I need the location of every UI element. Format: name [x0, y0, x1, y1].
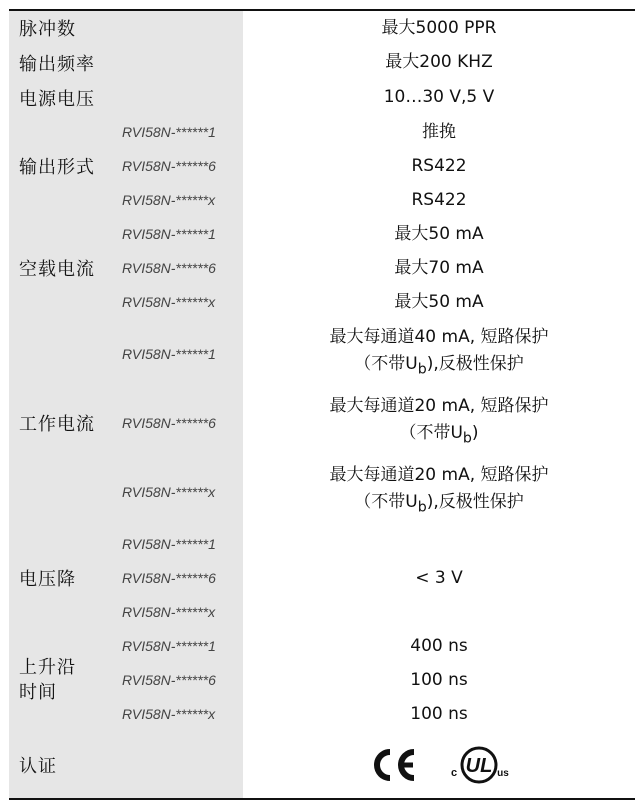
voltage-drop-model-x: RVI58N-******x	[118, 595, 243, 629]
output-type-model-x: RVI58N-******x	[118, 183, 243, 217]
operating-current-value-6-sub: b	[462, 430, 472, 447]
operating-current-value-6-suffix: )	[471, 422, 479, 443]
row-voltage-drop-1	[9, 527, 635, 561]
operating-current-value-1-sub: b	[417, 361, 427, 378]
certification-marks	[243, 731, 635, 799]
rise-time-model-1: RVI58N-******1	[118, 629, 243, 663]
operating-current-value-6	[243, 388, 635, 457]
spec-table	[9, 9, 635, 800]
output-type-model-6: RVI58N-******6	[118, 149, 243, 183]
supply-voltage-value: 10…30 V,5 V	[243, 80, 635, 115]
operating-current-model-x: RVI58N-******x	[118, 457, 243, 527]
operating-current-value-6-line1: 最大每通道20 mA, 短路保护	[329, 395, 549, 416]
no-load-current-value-6: 最大70 mA	[243, 251, 635, 285]
pulses-label: 脉冲数	[9, 10, 243, 45]
no-load-current-model-x: RVI58N-******x	[118, 285, 243, 319]
ul-mark-text: UL	[465, 754, 493, 777]
row-pulses	[9, 10, 635, 45]
certification-logos	[368, 744, 510, 786]
rise-time-model-6: RVI58N-******6	[118, 663, 243, 697]
output-type-label: 输出形式	[9, 115, 118, 217]
output-frequency-label: 输出频率	[9, 45, 243, 80]
operating-current-label: 工作电流	[9, 319, 118, 527]
output-type-value-6: RS422	[243, 149, 635, 183]
operating-current-value-6-prefix: （不带U	[399, 422, 463, 443]
row-output-frequency	[9, 45, 635, 80]
pulses-value: 最大5000 PPR	[243, 10, 635, 45]
voltage-drop-model-1: RVI58N-******1	[118, 527, 243, 561]
operating-current-value-x-prefix: （不带U	[354, 492, 418, 513]
output-type-value-1: 推挽	[243, 115, 635, 149]
certification-label: 认证	[9, 731, 243, 799]
no-load-current-value-1: 最大50 mA	[243, 217, 635, 251]
row-no-load-current-1	[9, 217, 635, 251]
no-load-current-model-6: RVI58N-******6	[118, 251, 243, 285]
ul-us-text: us	[497, 767, 509, 779]
operating-current-value-1-line2	[243, 351, 635, 383]
operating-current-model-1: RVI58N-******1	[118, 319, 243, 388]
operating-current-value-1	[243, 319, 635, 388]
no-load-current-value-x: 最大50 mA	[243, 285, 635, 319]
rise-time-label-line1: 上升沿	[19, 657, 76, 678]
no-load-current-label: 空载电流	[9, 217, 118, 319]
operating-current-value-1-prefix: （不带U	[354, 353, 418, 374]
operating-current-value-6-line2	[243, 420, 635, 452]
voltage-drop-label: 电压降	[9, 527, 118, 629]
operating-current-value-x-suffix: ),反极性保护	[426, 492, 524, 513]
operating-current-value-x-sub: b	[417, 499, 427, 516]
cul-us-mark-icon	[448, 744, 510, 786]
supply-voltage-label: 电源电压	[9, 80, 243, 115]
rise-time-label	[9, 629, 118, 731]
voltage-drop-model-6: RVI58N-******6	[118, 561, 243, 595]
rise-time-value-6: 100 ns	[243, 663, 635, 697]
output-type-model-1: RVI58N-******1	[118, 115, 243, 149]
row-operating-current-1	[9, 319, 635, 388]
rise-time-value-x: 100 ns	[243, 697, 635, 731]
row-certification	[9, 731, 635, 799]
operating-current-value-1-line1: 最大每通道40 mA, 短路保护	[329, 326, 549, 347]
ul-c-text: c	[450, 766, 458, 779]
operating-current-model-6: RVI58N-******6	[118, 388, 243, 457]
row-rise-time-1	[9, 629, 635, 663]
no-load-current-model-1: RVI58N-******1	[118, 217, 243, 251]
row-output-type-1	[9, 115, 635, 149]
operating-current-value-x-line2	[243, 489, 635, 521]
rise-time-value-1: 400 ns	[243, 629, 635, 663]
operating-current-value-x	[243, 457, 635, 527]
ce-mark-icon	[368, 747, 418, 783]
row-supply-voltage	[9, 80, 635, 115]
output-frequency-value: 最大200 KHZ	[243, 45, 635, 80]
operating-current-value-x-line1: 最大每通道20 mA, 短路保护	[329, 465, 549, 486]
rise-time-model-x: RVI58N-******x	[118, 697, 243, 731]
rise-time-label-line2: 时间	[19, 682, 57, 703]
output-type-value-x: RS422	[243, 183, 635, 217]
operating-current-value-1-suffix: ),反极性保护	[426, 353, 524, 374]
voltage-drop-value: < 3 V	[243, 527, 635, 629]
